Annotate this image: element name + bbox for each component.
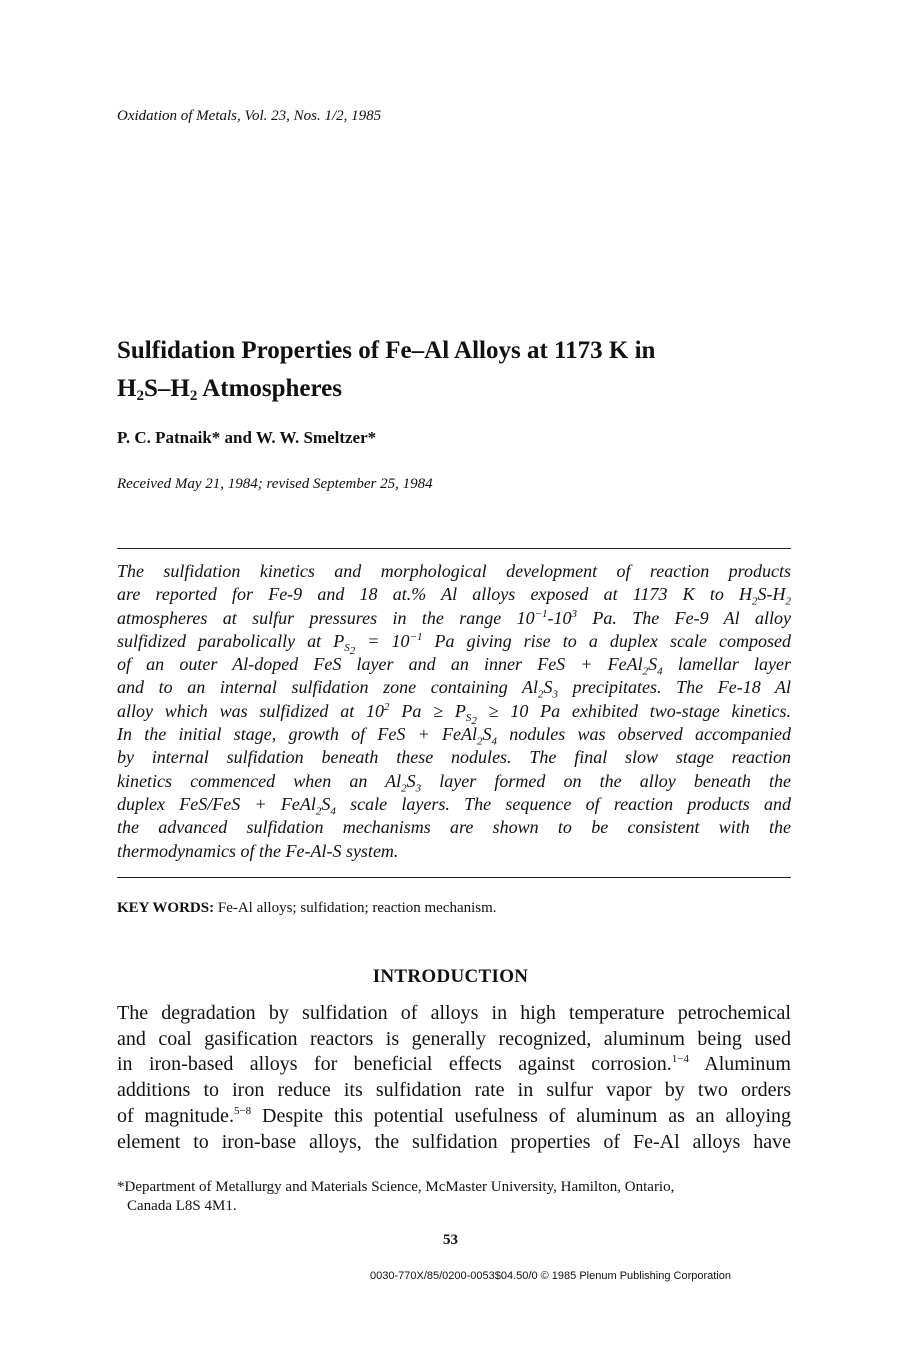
key-words-label: KEY WORDS: bbox=[117, 900, 215, 916]
page-number: 53 bbox=[443, 1232, 458, 1248]
abstract-line: are reported for Fe-9 and 18 at.% Al alloys exposed at 1173 K to $H_2S-H_2$ bbox=[117, 584, 791, 608]
body-line: element to iron-base alloys, the sulfidation properties of Fe-Al alloys have bbox=[117, 1130, 791, 1153]
body-line: in iron-based alloys for beneficial effects against corrosion.$^{1-4}$ Aluminum bbox=[117, 1053, 791, 1076]
body-line: and coal gasification reactors is generally recognized, aluminum being used bbox=[117, 1027, 791, 1050]
abstract-line: duplex $FeS/FeS + FeAl_2S_4$ scale layers. The sequence of reaction products and bbox=[117, 793, 792, 818]
authors: P. C. Patnaik* and W. W. Smeltzer* bbox=[117, 428, 377, 447]
key-words bbox=[117, 900, 497, 917]
body-line: additions to iron reduce its sulfidation rate in sulfur vapor by two orders bbox=[117, 1079, 791, 1102]
copyright-line: 0030-770X/85/0200-0053$04.50/0 © 1985 Plenum Publishing Corporation bbox=[370, 1270, 731, 1282]
abstract-line: The sulfidation kinetics and morphological development of reaction products bbox=[117, 561, 791, 581]
abstract-top-rule bbox=[117, 548, 791, 549]
abstract-line: the advanced sulfidation mechanisms are shown to be consistent with the bbox=[117, 817, 791, 838]
abstract-bottom-rule bbox=[117, 877, 791, 878]
affiliation-footnote bbox=[117, 1178, 797, 1216]
abstract-line: thermodynamics of the Fe-Al-S system. bbox=[117, 840, 399, 861]
abstract bbox=[117, 560, 791, 863]
abstract-line: by internal sulfidation beneath these nodules. The final slow stage reaction bbox=[117, 747, 791, 768]
abstract-line: In the initial stage, growth of FeS + $FeAl_2S_4$ nodules was observed accompanied bbox=[117, 724, 791, 748]
footnote-line-2: Canada L8S 4M1. bbox=[127, 1198, 237, 1214]
abstract-line: of an outer Al-doped FeS layer and an inner FeS + $FeAl_2S_4$ lamellar layer bbox=[117, 654, 791, 678]
abstract-line: atmospheres at sulfur pressures in the range $10^{-1}-10^3$ Pa. The Fe-9 Al alloy bbox=[117, 607, 791, 628]
footnote-line-1: *Department of Metallurgy and Materials Science, McMaster University, Hamilton, Ontario, bbox=[117, 1179, 675, 1195]
journal-citation: Oxidation of Metals, Vol. 23, Nos. 1/2, 1985 bbox=[117, 108, 382, 124]
body-line: The degradation by sulfidation of alloys in high temperature petrochemical bbox=[117, 1002, 791, 1024]
title-line-1: Sulfidation Properties of Fe–Al Alloys at 1173 K in bbox=[117, 337, 656, 364]
section-heading-introduction: INTRODUCTION bbox=[372, 966, 529, 987]
abstract-line: and to an internal sulfidation zone containing $Al_2S_3$ precipitates. The Fe-18 Al bbox=[117, 677, 791, 702]
key-words-text: Fe-Al alloys; sulfidation; reaction mechanism. bbox=[214, 900, 497, 916]
introduction-body bbox=[117, 1001, 791, 1155]
received-date: Received May 21, 1984; revised September 25, 1984 bbox=[117, 476, 433, 492]
abstract-line: sulfidized parabolically at $P_{S_2} = 10^{-1}$ Pa giving rise to a duplex scale composed bbox=[117, 630, 791, 658]
body-line: of magnitude.$^{5-8}$ Despite this potential usefulness of aluminum as an alloying bbox=[117, 1104, 792, 1127]
abstract-line: kinetics commenced when an $Al_2S_3$ layer formed on the alloy beneath the bbox=[117, 770, 791, 795]
article-title bbox=[117, 332, 817, 408]
title-line-2: $H_2S-H_2$ Atmospheres bbox=[117, 375, 342, 404]
abstract-line: alloy which was sulfidized at $10^2$ $Pa \ge P_{S_2} \ge 10$ Pa exhibited two-stage kinetics. bbox=[117, 700, 791, 728]
